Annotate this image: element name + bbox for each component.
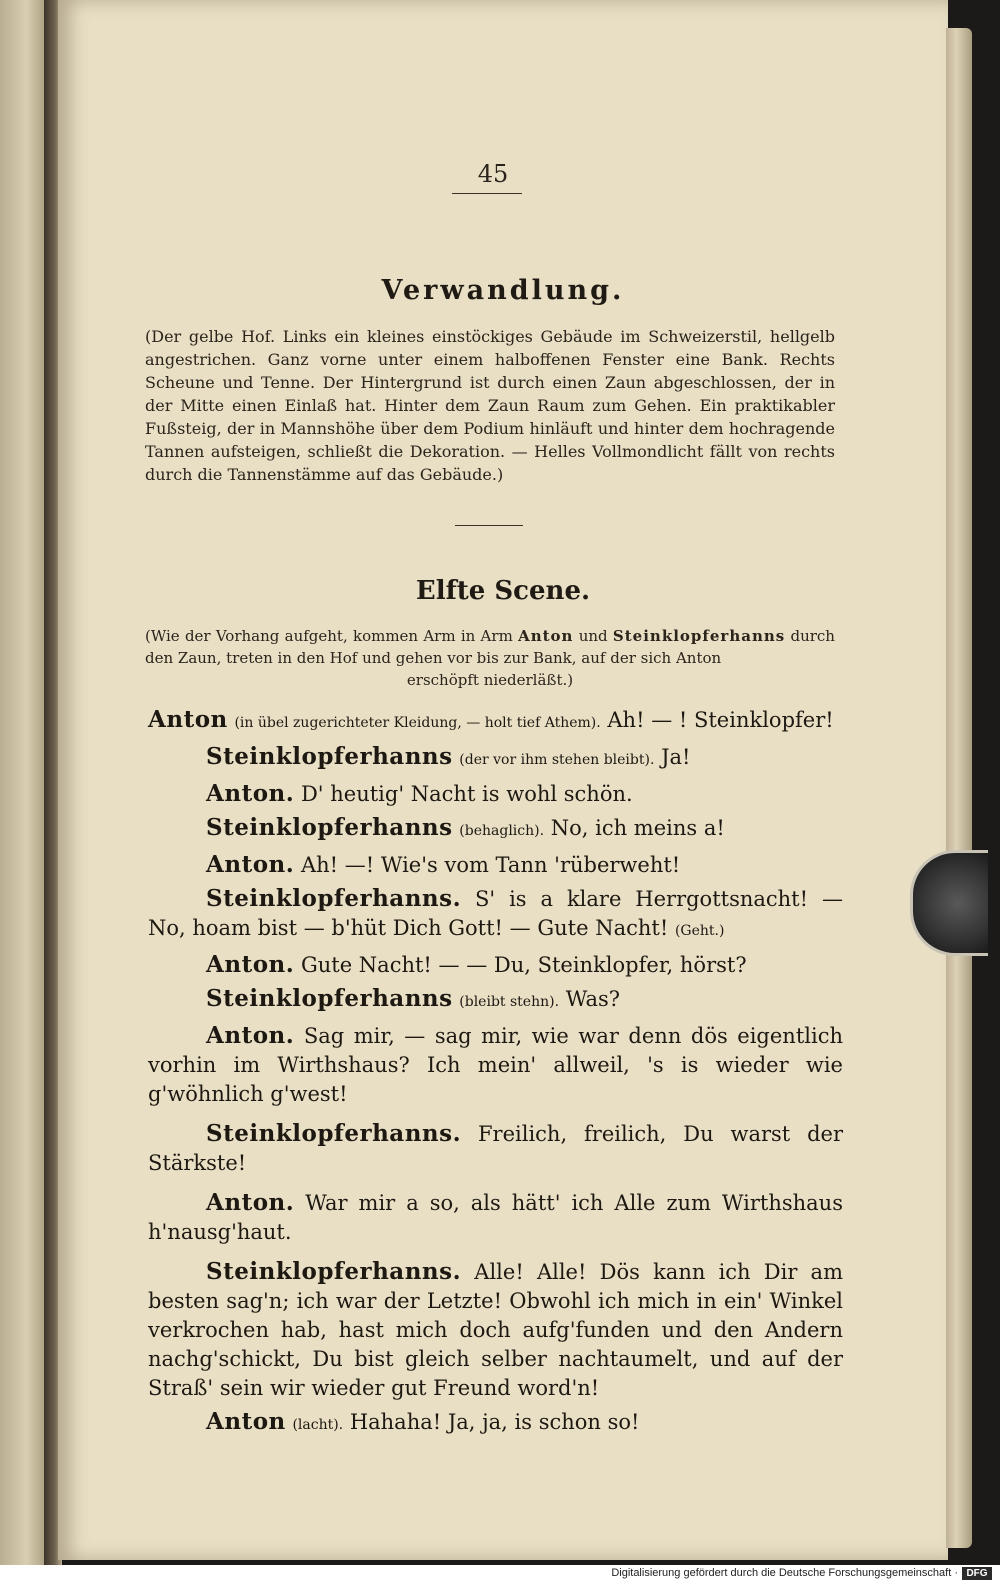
speaker-name: Steinklopferhanns. bbox=[206, 1258, 462, 1285]
section-divider bbox=[455, 525, 523, 526]
speaker-name: Anton bbox=[206, 1408, 286, 1435]
speaker-name: Anton bbox=[148, 706, 228, 733]
speaker-direction: (in übel zugerichteter Kleidung, — holt tief Athem). bbox=[234, 715, 601, 731]
speaker-name: Anton. bbox=[206, 951, 295, 978]
scene-direction-part3: erschöpft niederläßt.) bbox=[406, 671, 574, 689]
speech-text: Ah! —! Wie's vom Tann 'rüberweht! bbox=[300, 853, 681, 877]
scene-direction-part1: (Wie der Vorhang aufgeht, kommen Arm in Arm bbox=[145, 627, 513, 645]
dialogue-line bbox=[148, 779, 843, 809]
speech-text: Ja! bbox=[661, 745, 691, 769]
speaker-name: Anton. bbox=[206, 1022, 295, 1049]
dialogue-line bbox=[148, 1257, 843, 1403]
scene-direction-part2: durch den Zaun, treten in den Hof und gehen vor bis zur Bank, auf der sich Anton bbox=[145, 627, 835, 667]
speech-text: Sag mir, — sag mir, wie war denn dös eigentlich vorhin im Wirthshaus? Ich mein' allweil, 's is wieder wie g'wöhnlich g'west! bbox=[148, 1024, 843, 1106]
speaker-name: Steinklopferhanns bbox=[206, 743, 453, 770]
speaker-direction: (bleibt stehn). bbox=[459, 994, 560, 1010]
page-number: 45 bbox=[477, 160, 509, 188]
dialogue-line bbox=[148, 1119, 843, 1178]
scene-direction-und: und bbox=[578, 627, 608, 645]
scanner-thumb-tab bbox=[910, 850, 988, 956]
speaker-direction: (behaglich). bbox=[459, 823, 545, 839]
scene-title: Elfte Scene. bbox=[415, 576, 591, 606]
speaker-name: Anton. bbox=[206, 851, 295, 878]
speech-text: Ah! — ! Steinklopfer! bbox=[607, 708, 834, 732]
speech-text: Hahaha! Ja, ja, is schon so! bbox=[349, 1410, 640, 1434]
dialogue-line bbox=[148, 705, 843, 738]
speech-text: Freilich, freilich, Du warst der Stärkste! bbox=[148, 1122, 844, 1175]
dialogue-line bbox=[148, 1021, 843, 1109]
speech-text: Alle! Alle! Dös kann ich Dir am besten sag'n; ich war der Letzte! Obwohl ich mich in ein' Winkel verkrochen hab, hast mich doch aufg'funden und den Andern nachg'schickt, Du bist gleich selber nachtaumelt, und auf der Straß' sein wir wieder gut Freund word'n! bbox=[148, 1260, 843, 1400]
digitization-credit: Digitalisierung gefördert durch die Deutsche Forschungsgemeinschaft · bbox=[611, 1567, 958, 1579]
speaker-name: Steinklopferhanns. bbox=[206, 1120, 462, 1147]
dialogue-line bbox=[148, 813, 843, 846]
dialogue-line bbox=[148, 950, 843, 980]
speech-text: Was? bbox=[565, 987, 621, 1011]
speech-text: Gute Nacht! — — Du, Steinklopfer, hörst? bbox=[300, 953, 747, 977]
speech-text: D' heutig' Nacht is wohl schön. bbox=[300, 782, 633, 806]
dialogue-line bbox=[148, 850, 843, 880]
dialogue-line bbox=[148, 1407, 843, 1440]
dialogue-line bbox=[148, 884, 843, 946]
speaker-direction: (Geht.) bbox=[674, 923, 725, 939]
speaker-name: Anton. bbox=[206, 780, 295, 807]
dialogue-block bbox=[148, 705, 843, 1440]
scene-direction bbox=[145, 625, 835, 691]
speaker-name: Steinklopferhanns bbox=[206, 814, 453, 841]
stage-direction: (Der gelbe Hof. Links ein kleines einstöckiges Gebäude im Schweizerstil, hellgelb angestrichen. Ganz vorne unter einem halboffenen Fenster eine Bank. Rechts Scheune und Tenne. Der Hintergrund ist durch einen Zaun abgeschlossen, der in der Mitte einen Einlaß hat. Hinter dem Zaun Raum zum Gehen. Ein praktikabler Fußsteig, der in Mannshöhe über dem Podium hinläuft und hinter dem hochragende Tannen aufsteigen, schließt die Dekoration. — Helles Vollmondlicht fällt von rechts durch die Tannenstämme auf das Gebäude.) bbox=[145, 327, 835, 484]
speaker-name: Steinklopferhanns. bbox=[206, 885, 462, 912]
page-number-rule bbox=[452, 193, 522, 194]
speaker-direction: (der vor ihm stehen bleibt). bbox=[459, 752, 655, 768]
speaker-name: Anton. bbox=[206, 1189, 295, 1216]
previous-page-edge bbox=[0, 0, 48, 1565]
scene-direction-name-steinklopferhanns: Steinklopferhanns bbox=[612, 627, 786, 645]
speech-text: War mir a so, als hätt' ich Alle zum Wirthshaus h'nausg'haut. bbox=[148, 1191, 843, 1244]
speaker-name: Steinklopferhanns bbox=[206, 985, 453, 1012]
scene-direction-name-anton: Anton bbox=[518, 627, 574, 645]
dfg-logo: DFG bbox=[962, 1567, 992, 1580]
section-title: Verwandlung. bbox=[381, 275, 625, 306]
speaker-direction: (lacht). bbox=[292, 1417, 344, 1433]
speech-text: S' is a klare Herrgottsnacht! — No, hoam bist — b'hüt Dich Gott! — Gute Nacht! bbox=[148, 887, 843, 940]
speech-text: No, ich meins a! bbox=[550, 816, 725, 840]
dialogue-line bbox=[148, 1188, 843, 1247]
dialogue-line bbox=[148, 742, 843, 775]
page-stack-edge bbox=[946, 28, 972, 1548]
dialogue-line bbox=[148, 984, 843, 1017]
